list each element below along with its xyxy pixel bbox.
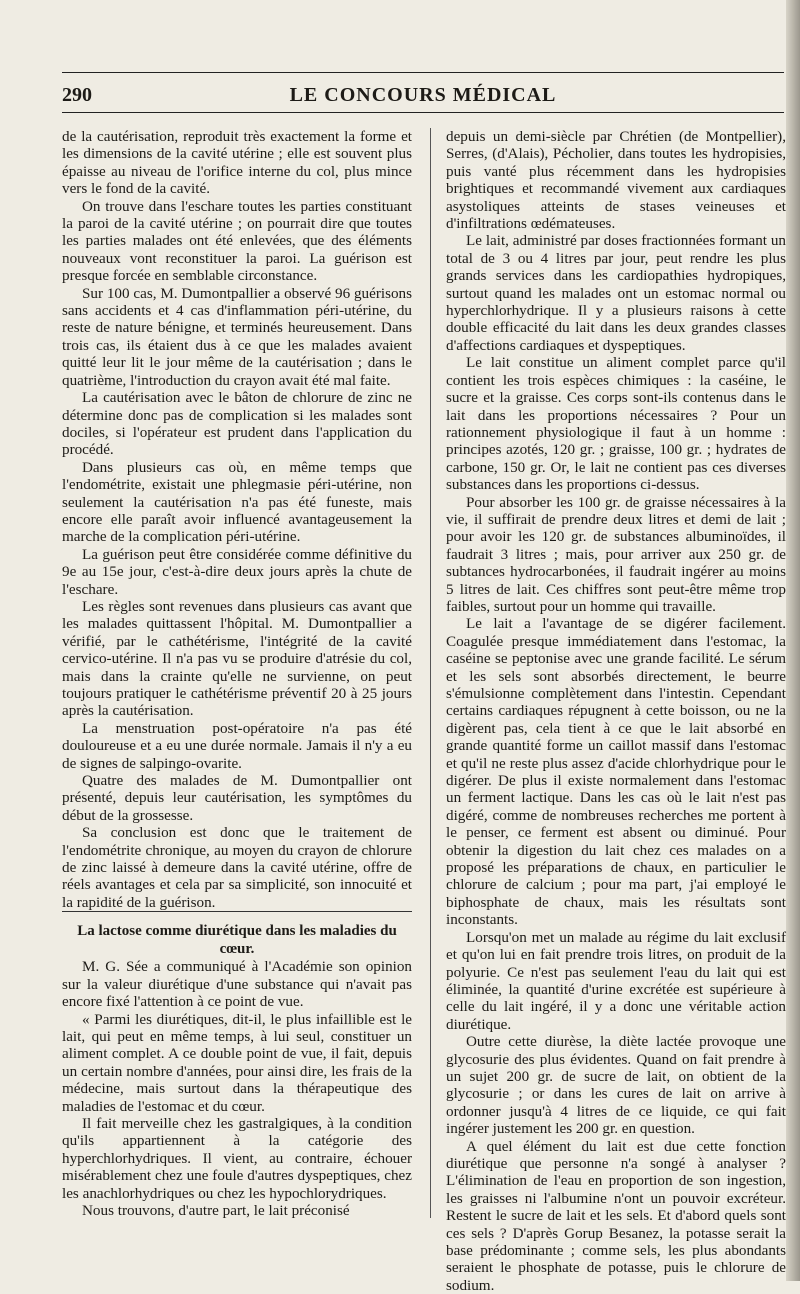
paragraph: La menstruation post-opératoire n'a pas été douloureuse et a eu une durée normale. Jamais il n'y a eu de signes de salpingo-ovarite. — [62, 719, 412, 772]
header-rule-top — [62, 72, 784, 73]
paragraph: Le lait, administré par doses fractionnées formant un total de 3 ou 4 litres par jour, peut rendre les plus grands services dans les cardiopathies hydropiques, surtout quand les malades ont un estomac normal ou hyperchlorhydrique. Il y a plusieurs raisons à cette double efficacité du lait dans les deux grandes classes d'affections cardiaques et dyspeptiques. — [446, 232, 786, 354]
paragraph: de la cautérisation, reproduit très exactement la forme et les dimensions de la cavité utérine ; elle est souvent plus épaisse au niveau de l'orifice interne du col, plus mince vers le fond de la cavité. — [62, 128, 412, 198]
paragraph: depuis un demi-siècle par Chrétien (de Montpellier), Serres, (d'Alais), Pécholier, dans toutes les hydropisies, puis vanté plus récemment dans les hydropisies brightiques et recommandé vivement aux cardiaques asystoliques atteints de stases veineuses et d'infiltrations œdémateuses. — [446, 128, 786, 233]
page-number: 290 — [62, 84, 92, 106]
paragraph: Nous trouvons, d'autre part, le lait préconisé — [82, 1201, 350, 1219]
paragraph: Pour absorber les 100 gr. de graisse nécessaires à la vie, il suffirait de prendre deux litres et demi de lait ; pour avoir les 120 gr. de substances albuminoïdes, il faudrait 3 litres ; mais, pour arriver aux 250 gr. de subtances hydrocarbonées, il faudrait ingérer au moins 5 litres de lait. Ces chiffres sont peut-être même trop faibles, surtout pour un homme qui travaille. — [446, 493, 786, 615]
paragraph: Dans plusieurs cas où, en même temps que l'endométrite, existait une phlegmasie péri-utérine, non seulement la cautérisation n'a pas été funeste, mais encore elle paraît avoir influencé avantageusement la marche de la complication péri-utérine. — [62, 458, 412, 546]
paragraph: A quel élément du lait est due cette fonction diurétique que personne n'a songé à analyser ? L'élimination de l'eau en proportion de son ingestion, les graisses ni l'albumine n'ont un pouvoir excréteur. Restent le sucre de lait et les sels. Et d'abord quels sont ces sels ? D'après Gorup Besanez, la potasse serait la base prédominante ; comme sels, les plus abondants seraient le phosphate de potasse, puis le chlorure de sodium. — [446, 1137, 786, 1294]
paragraph: On trouve dans l'eschare toutes les parties constituant la paroi de la cavité utérine ; on pourrait dire que toutes les parties malades ont été enlevées, que des éléments nouveaux vont reconstituer la paroi. La guérison est presque forcée en semblable circonstance. — [62, 197, 412, 285]
paragraph: La guérison peut être considérée comme définitive du 9e au 15e jour, c'est-à-dire deux jours après la chute de l'eschare. — [62, 545, 412, 598]
paragraph: Sa conclusion est donc que le traitement de l'endométrite chronique, au moyen du crayon de chlorure de zinc laissé à demeure dans la cavité utérine, offre de réels avantages et cela par sa simplicité, son innocuité et la rapidité de la guérison. — [62, 824, 412, 911]
page-edge-shadow — [786, 0, 800, 1281]
article-title: La lactose comme diurétique dans les maladies du cœur. — [62, 911, 412, 958]
column-divider — [430, 128, 431, 1218]
header-rule-bottom — [62, 112, 784, 113]
paragraph: Outre cette diurèse, la diète lactée provoque une glycosurie des plus évidentes. Quand on fait prendre à un sujet 200 gr. de sucre de lait, on obtient de la glycosurie ; or dans les cures de lait on arrive à ordonner jusqu'à 4 litres de ce liquide, ce qui fait ingérer justement les 200 gr. en question. — [446, 1033, 786, 1138]
paragraph: Il fait merveille chez les gastralgiques, à la condition qu'ils appartiennent à la catégorie des hyperchlorhydriques. Il vient, au contraire, échouer misérablement chez une foule d'autres dyspeptiques, chez les anachlorhydriques ou chez les hypochlorydriques. — [62, 1114, 412, 1202]
paragraph: Le lait a l'avantage de se digérer facilement. Coagulée presque immédiatement dans l'estomac, la caséine se peptonise avec une grande facilité. Le sérum et les sels sont absorbés directement, le beurre s'émulsionne complètement dans l'intestin. Cependant certains cardiaques répugnent à cette boisson, ou ne la digèrent pas, cela tient à ce que le lait absorbé en grande quantité forme un caillot massif dans l'estomac et qu'il ne reste plus assez d'acide chlorhydrique pour le digérer. De plus il existe normalement dans l'estomac un ferment lactique. Dans les cas où le lait n'est pas digéré, comme de nombreuses recherches me portent à le penser, ce ferment est absent ou diminué. Pour obtenir la digestion du lait chez ces malades on a proposé les préparations de chaux, en particulier le chlorure de calcium ; pour ma part, j'ai employé le biphosphate de chaux, mais les résultats sont inconstants. — [446, 615, 786, 929]
paragraph: La cautérisation avec le bâton de chlorure de zinc ne détermine donc pas de complication si les malades sont dociles, si l'opérateur est prudent dans l'application du procédé. — [62, 389, 412, 459]
paragraph: Sur 100 cas, M. Dumontpallier a observé 96 guérisons sans accidents et 4 cas d'inflammation péri-utérine, du reste de nature bénigne, et terminés heureusement. Dans trois cas, ils étaient dus à ce que les malades avaient quitté leur lit le jour même de la cautérisation ; dans le quatrième, l'introduction du crayon avait été mal faite. — [62, 284, 412, 389]
journal-title: LE CONCOURS MÉDICAL — [289, 84, 557, 106]
paragraph: M. G. Sée a communiqué à l'Académie son opinion sur la valeur diurétique d'une substance qui n'avait pas encore fixé l'attention à ce point de vue. — [62, 958, 412, 1011]
left-column — [62, 128, 412, 1219]
paragraph: Le lait constitue un aliment complet parce qu'il contient les trois espèces chimiques : la caséine, le sucre et la graisse. Ces corps sont-ils contenus dans le lait dans les proportions nécessaires ? Pour un rationnement physiologique il faut à un homme : principes azotés, 120 gr. ; graisse, 100 gr. ; hydrates de carbone, 150 gr. Or, le lait ne contient pas ces diverses substances dans les proportions ci-dessus. — [446, 354, 786, 494]
page-header — [62, 80, 784, 110]
paragraph: Quatre des malades de M. Dumontpallier ont présenté, depuis leur cautérisation, les symptômes du début de la grossesse. — [62, 772, 412, 824]
right-column — [446, 128, 786, 1294]
paragraph: Les règles sont revenues dans plusieurs cas avant que les malades quittassent l'hôpital. M. Dumontpallier a vérifié, par le cathétérisme, l'intégrité de la cavité cervico-utérine. Il n'a pas vu se produire d'atrésie du col, mais dans la crainte qu'elle ne survienne, on peut toujours pratiquer le cathétérisme préventif 20 à 25 jours après la cautérisation. — [62, 597, 412, 720]
paragraph: Lorsqu'on met un malade au régime du lait exclusif et qu'on lui en fait prendre trois litres, on produit de la polyurie. Ce n'est pas seulement l'eau du lait qui est éliminée, la quantité d'urine excrétée est supérieure à celle du lait ingéré, il y a donc une véritable action diurétique. — [446, 928, 786, 1033]
paragraph: « Parmi les diurétiques, dit-il, le plus infaillible est le lait, qui peut en même temps, à lui seul, constituer un aliment complet. A ce double point de vue, il fait, depuis un certain nombre d'années, pour ainsi dire, les frais de la médecine, mais surtout dans la thérapeutique des maladies de l'estomac et du cœur. — [62, 1010, 412, 1115]
